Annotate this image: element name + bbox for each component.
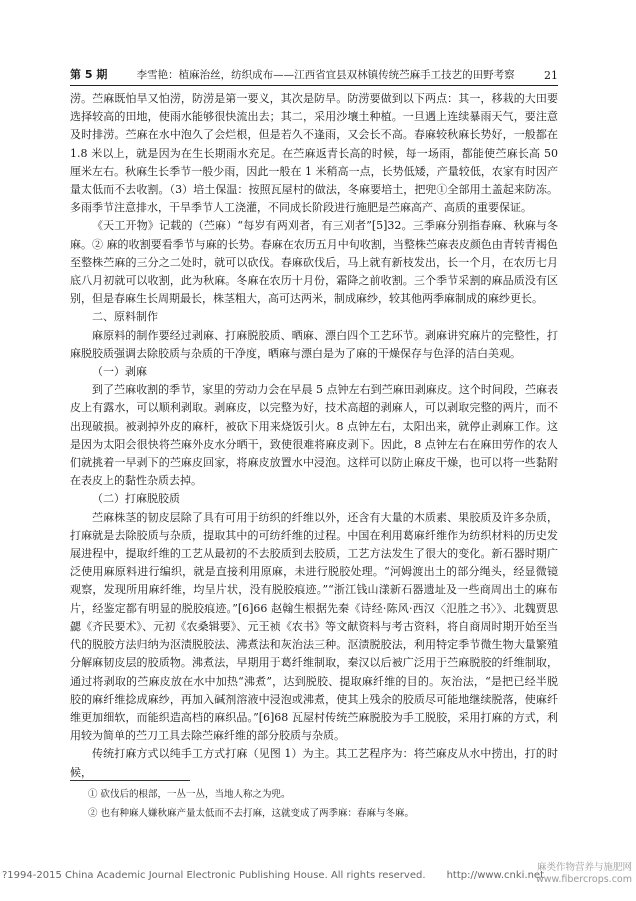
subsection-heading-degumming: （二）打麻脱胶质 <box>92 492 180 506</box>
issue-number: 第 5 期 <box>70 68 108 81</box>
footnote-1: ① 砍伐后的根部，一丛一丛，当地人称之为兜。 <box>88 789 291 800</box>
watermark <box>536 862 632 886</box>
paragraph-harvest: 《天工开物》记载的（苎麻）“每岁有两刈者，有三刈者”[5]32。三季麻分别指春麻、秋麻与冬麻。② 麻的收割要看季节与麻的长势。春麻在农历五月中旬收割，当整株苎麻表皮颜色由青转青褐色至整株苎麻的三分之二处时，就可以砍伐。春麻砍伐后，马上就有新枝发出，长一个月，在农历七月底八月初就可以收割，此为秋麻。冬麻在农历十月份，霜降之前收割。三个季节采割的麻品质没有区别，但是春麻生长周期最长，株茎粗大，高可达两米，制成麻纱，较其他两季麻制成的麻纱更长。 <box>70 219 558 306</box>
subsection-heading-stripping: （一）剥麻 <box>92 365 147 379</box>
page-footer <box>0 862 636 888</box>
paragraph-degumming: 苎麻株茎的韧皮层除了具有可用于纺织的纤维以外，还含有大量的木质素、果胶质及许多杂质，打麻就是去除胶质与杂质，提取其中的可纺纤维的过程。中国在利用葛麻纤维作为纺织材料的历史发展进程中，提取纤维的工艺从最初的不去胶质到去胶质，工艺方法发生了很大的变化。新石器时期广泛使用麻原料进行编织，就是直接利用原麻，未进行脱胶处理。“河姆渡出土的部分绳头，经显微镜观察，发现所用麻纤维，均呈片状，没有脱胶痕迹。”“浙江钱山漾新石器遗址及一些商周出土的麻布片，经鉴定都有明显的脱胶痕迹。”[6]66 赵翰生根据先秦《诗经·陈风·西汉〈氾胜之书〉》、北魏贾思勰《齐民要术》、元初《农桑辑要》、元王祯《农书》等文献资料与考古资料，将自商周时期开始至当代的脱胶方法归纳为沤渍脱胶法、沸煮法和灰治法三种。沤渍脱胶法，利用特定季节微生物大量繁殖分解麻韧皮层的胶质物。沸煮法，早期用于葛纤维制取，秦汉以后被广泛用于苎麻脱胶的纤维制取，通过将剥取的苎麻皮放在水中加热“沸煮”，达到脱胶、提取麻纤维的目的。灰治法，“是把已经半脱胶的麻纤维捻成麻纱，再加入碱剂溶液中浸泡或沸煮，使其上残余的胶质尽可能地继续脱落，使麻纤维更加细软，而能织造高档的麻织品。”[6]68 瓦屋村传统苎麻脱胶为手工脱胶，采用打麻的方式，利用较为简单的苎刀工具去除苎麻纤维的部分胶质与杂质。 <box>70 510 558 743</box>
paragraph-raw-overview: 麻原料的制作要经过剥麻、打麻脱胶质、晒麻、漂白四个工艺环节。剥麻讲究麻片的完整性，打麻脱胶质强调去除胶质与杂质的干净度，晒麻与漂白是为了麻的干燥保存与色泽的洁白美观。 <box>70 328 558 360</box>
publisher-site: http://www.cnki.net <box>446 870 544 881</box>
copyright-notice: ?1994-2015 China Academic Journal Electronic Publishing House. All rights reserved. <box>2 870 426 881</box>
footnotes <box>70 780 558 823</box>
article-body <box>70 90 558 782</box>
footnote-rule <box>70 780 190 781</box>
paragraph-drainage: 涝。苎麻既怕旱又怕涝，防涝是第一要义，其次是防旱。防涝要做到以下两点：其一，移栽的大田要选择较高的田地，使雨水能够很快流出去；其二，采用沙壤土种植。一旦遇上连续暴雨天气，要注意及时排涝。苎麻在水中泡久了会烂根，但是若久不逢雨，又会长不高。春麻较秋麻长势好，一般都在 1.8 米以上，就是因为在生长期雨水充足。在苎麻返青长高的时候，每一场雨，都能使苎麻长高 50 厘米左右。秋麻生长季节一般少雨，因此一般在 1 米稍高一点，长势低矮，产量较低，农家有时因产量太低而不去收割。（3）培土保温：按照瓦屋村的做法，冬麻要培土，把兜①全部用土盖起来防冻。多雨季节注意排水，干旱季节人工浇灌，不同成长阶段进行施肥是苎麻高产、高质的重要保证。 <box>70 92 558 215</box>
watermark-name: 麻类作物营养与施肥网 <box>536 862 632 873</box>
running-header <box>70 62 558 86</box>
page-number: 21 <box>544 69 558 82</box>
paragraph-stripping: 到了苎麻收割的季节，家里的劳动力会在早晨 5 点钟左右到苎麻田剥麻皮。这个时间段，苎麻表皮上有露水，可以顺利剥取。剥麻皮，以完整为好，技术高超的剥麻人，可以剥取完整的两片，而不出现破损。被剥掉外皮的麻杆，被砍下用来烧饭引火。8 点钟左右，太阳出来，就停止剥麻工作。这是因为太阳会很快将苎麻外皮水分晒干，致使很难将麻皮剥下。因此，8 点钟左右在麻田劳作的农人们就挑着一早剥下的苎麻皮回家，将麻皮放置水中浸泡。这样可以防止麻皮干燥，也可以将一些黏附在表皮上的黏性杂质去掉。 <box>70 383 558 488</box>
watermark-url: www.fibercrops.com <box>535 874 632 885</box>
paragraph-manual-beating: 传统打麻方式以纯手工方式打麻（见图 1）为主。其工艺程序为：将苎麻皮从水中捞出，打的时候， <box>70 747 558 779</box>
running-title: 李雪艳：植麻治丝，纺织成布——江西省宜县双林镇传统苎麻手工技艺的田野考察 <box>136 69 515 81</box>
footnote-2: ② 也有种麻人嫌秋麻产量太低而不去打麻，这就变成了两季麻：春麻与冬麻。 <box>88 808 415 819</box>
section-heading-raw-materials: 二、原料制作 <box>92 310 158 324</box>
